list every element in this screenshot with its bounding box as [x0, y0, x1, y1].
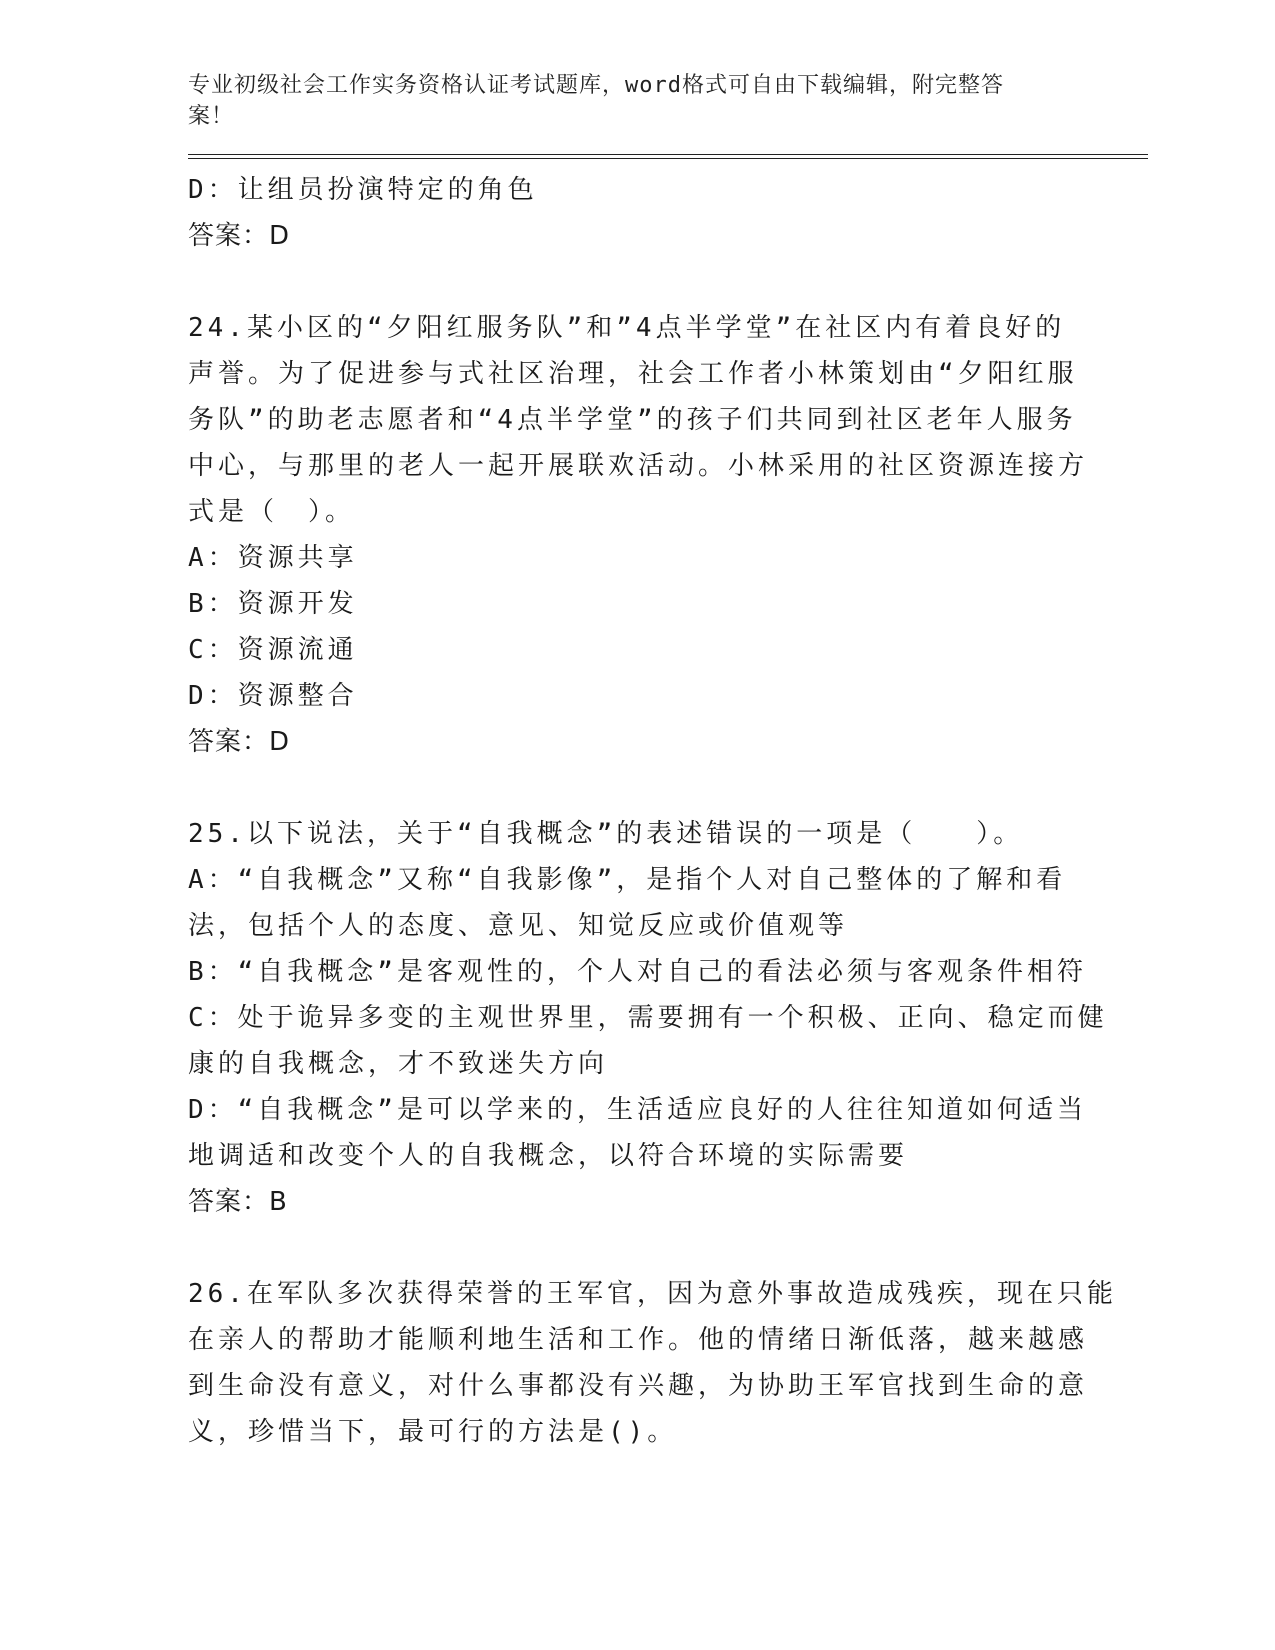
option-a: A：资源共享 [188, 543, 358, 573]
answer-line: 答案：B [188, 1187, 288, 1217]
header-line: 专业初级社会工作实务资格认证考试题库，word格式可自由下载编辑，附完整答 [188, 73, 1004, 98]
question-stem-line: 到生命没有意义，对什么事都没有兴趣，为协助王军官找到生命的意 [188, 1371, 1089, 1401]
option-d-continued: 地调适和改变个人的自我概念，以符合环境的实际需要 [188, 1141, 909, 1171]
option-d: D：“自我概念”是可以学来的，生活适应良好的人往往知道如何适当 [188, 1095, 1087, 1125]
question-stem-line: 义，珍惜当下，最可行的方法是()。 [188, 1417, 678, 1447]
answer-line: 答案：D [188, 221, 291, 251]
header-rule [188, 154, 1148, 155]
header-rule-secondary [188, 158, 1148, 159]
option-d: D：资源整合 [188, 681, 358, 711]
question-stem-line: 中心，与那里的老人一起开展联欢活动。小林采用的社区资源连接方 [188, 451, 1089, 481]
option-b: B：“自我概念”是客观性的，个人对自己的看法必须与客观条件相符 [188, 957, 1087, 987]
option-b: B：资源开发 [188, 589, 358, 619]
answer-line: 答案：D [188, 727, 291, 757]
question-24 [188, 305, 1148, 765]
option-c: C：资源流通 [188, 635, 358, 665]
option-a: A：“自我概念”又称“自我影像”，是指个人对自己整体的了解和看 [188, 865, 1067, 895]
question-25 [188, 811, 1148, 1225]
option-d: D：让组员扮演特定的角色 [188, 175, 538, 205]
header-line: 案！ [188, 104, 235, 129]
option-c-continued: 康的自我概念，才不致迷失方向 [188, 1049, 609, 1079]
question-stem-line: 25.以下说法，关于“自我概念”的表述错误的一项是（ ）。 [188, 819, 1024, 849]
page-header [188, 70, 1068, 132]
option-c: C：处于诡异多变的主观世界里，需要拥有一个积极、正向、稳定而健 [188, 1003, 1108, 1033]
question-26 [188, 1271, 1148, 1455]
question-stem-line: 式是（ ）。 [188, 497, 356, 527]
question-23-tail [188, 167, 1148, 259]
question-stem-line: 在亲人的帮助才能顺利地生活和工作。他的情绪日渐低落，越来越感 [188, 1325, 1089, 1355]
question-stem-line: 务队”的助老志愿者和“4点半学堂”的孩子们共同到社区老年人服务 [188, 405, 1077, 435]
question-stem-line: 24.某小区的“夕阳红服务队”和”4点半学堂”在社区内有着良好的 [188, 313, 1066, 343]
question-stem-line: 声誉。为了促进参与式社区治理，社会工作者小林策划由“夕阳红服 [188, 359, 1078, 389]
option-a-continued: 法，包括个人的态度、意见、知觉反应或价值观等 [188, 911, 849, 941]
document-page [188, 70, 1148, 1455]
question-stem-line: 26.在军队多次获得荣誉的王军官，因为意外事故造成残疾，现在只能 [188, 1279, 1117, 1309]
